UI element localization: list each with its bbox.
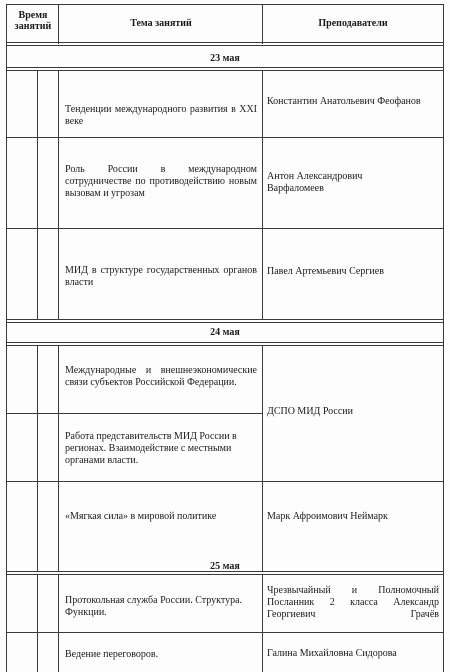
header-topic: Тема занятий bbox=[130, 18, 192, 29]
teacher-cell: Чрезвычайный и Полномочный Посланник 2 класса Александр Георгиевич Грачёв bbox=[267, 585, 439, 620]
teacher-cell: Галина Михайловна Сидорова bbox=[267, 648, 397, 659]
header-time: Время занятий bbox=[14, 10, 52, 32]
teacher-cell: Павел Артемьевич Сергиев bbox=[267, 266, 384, 277]
table-row: Роль России в международном сотрудничестве по противодействию новым вызовам и угрозам bbox=[65, 164, 257, 199]
day-date: 25 мая bbox=[210, 561, 240, 572]
table-row: Протокольная служба России. Структура. Функции. bbox=[65, 595, 243, 618]
table-row: Тенденции международного развития в XXI веке bbox=[65, 104, 257, 127]
teacher-cell: ДСПО МИД России bbox=[267, 406, 354, 417]
day-date: 24 мая bbox=[210, 327, 240, 338]
teacher-cell: Марк Афроимович Неймарк bbox=[267, 511, 388, 522]
header-teachers: Преподаватели bbox=[318, 18, 388, 29]
table-row: «Мягкая сила» в мировой политике bbox=[65, 511, 217, 522]
table-row: МИД в структуре государственных органов власти bbox=[65, 265, 257, 288]
table-border-top bbox=[6, 4, 444, 5]
day-date: 23 мая bbox=[210, 53, 240, 64]
teacher-cell: Константин Анатольевич Феофанов bbox=[267, 96, 421, 107]
table-row: Ведение переговоров. bbox=[65, 649, 159, 660]
table-row: Международные и внешнеэкономические связи субъектов Российской Федерации. bbox=[65, 365, 257, 388]
teacher-cell: Антон Александрович Варфаломеев bbox=[267, 171, 363, 194]
table-row: Работа представительств МИД России в регионах. Взаимодействие с местными органами власти. bbox=[65, 431, 237, 466]
